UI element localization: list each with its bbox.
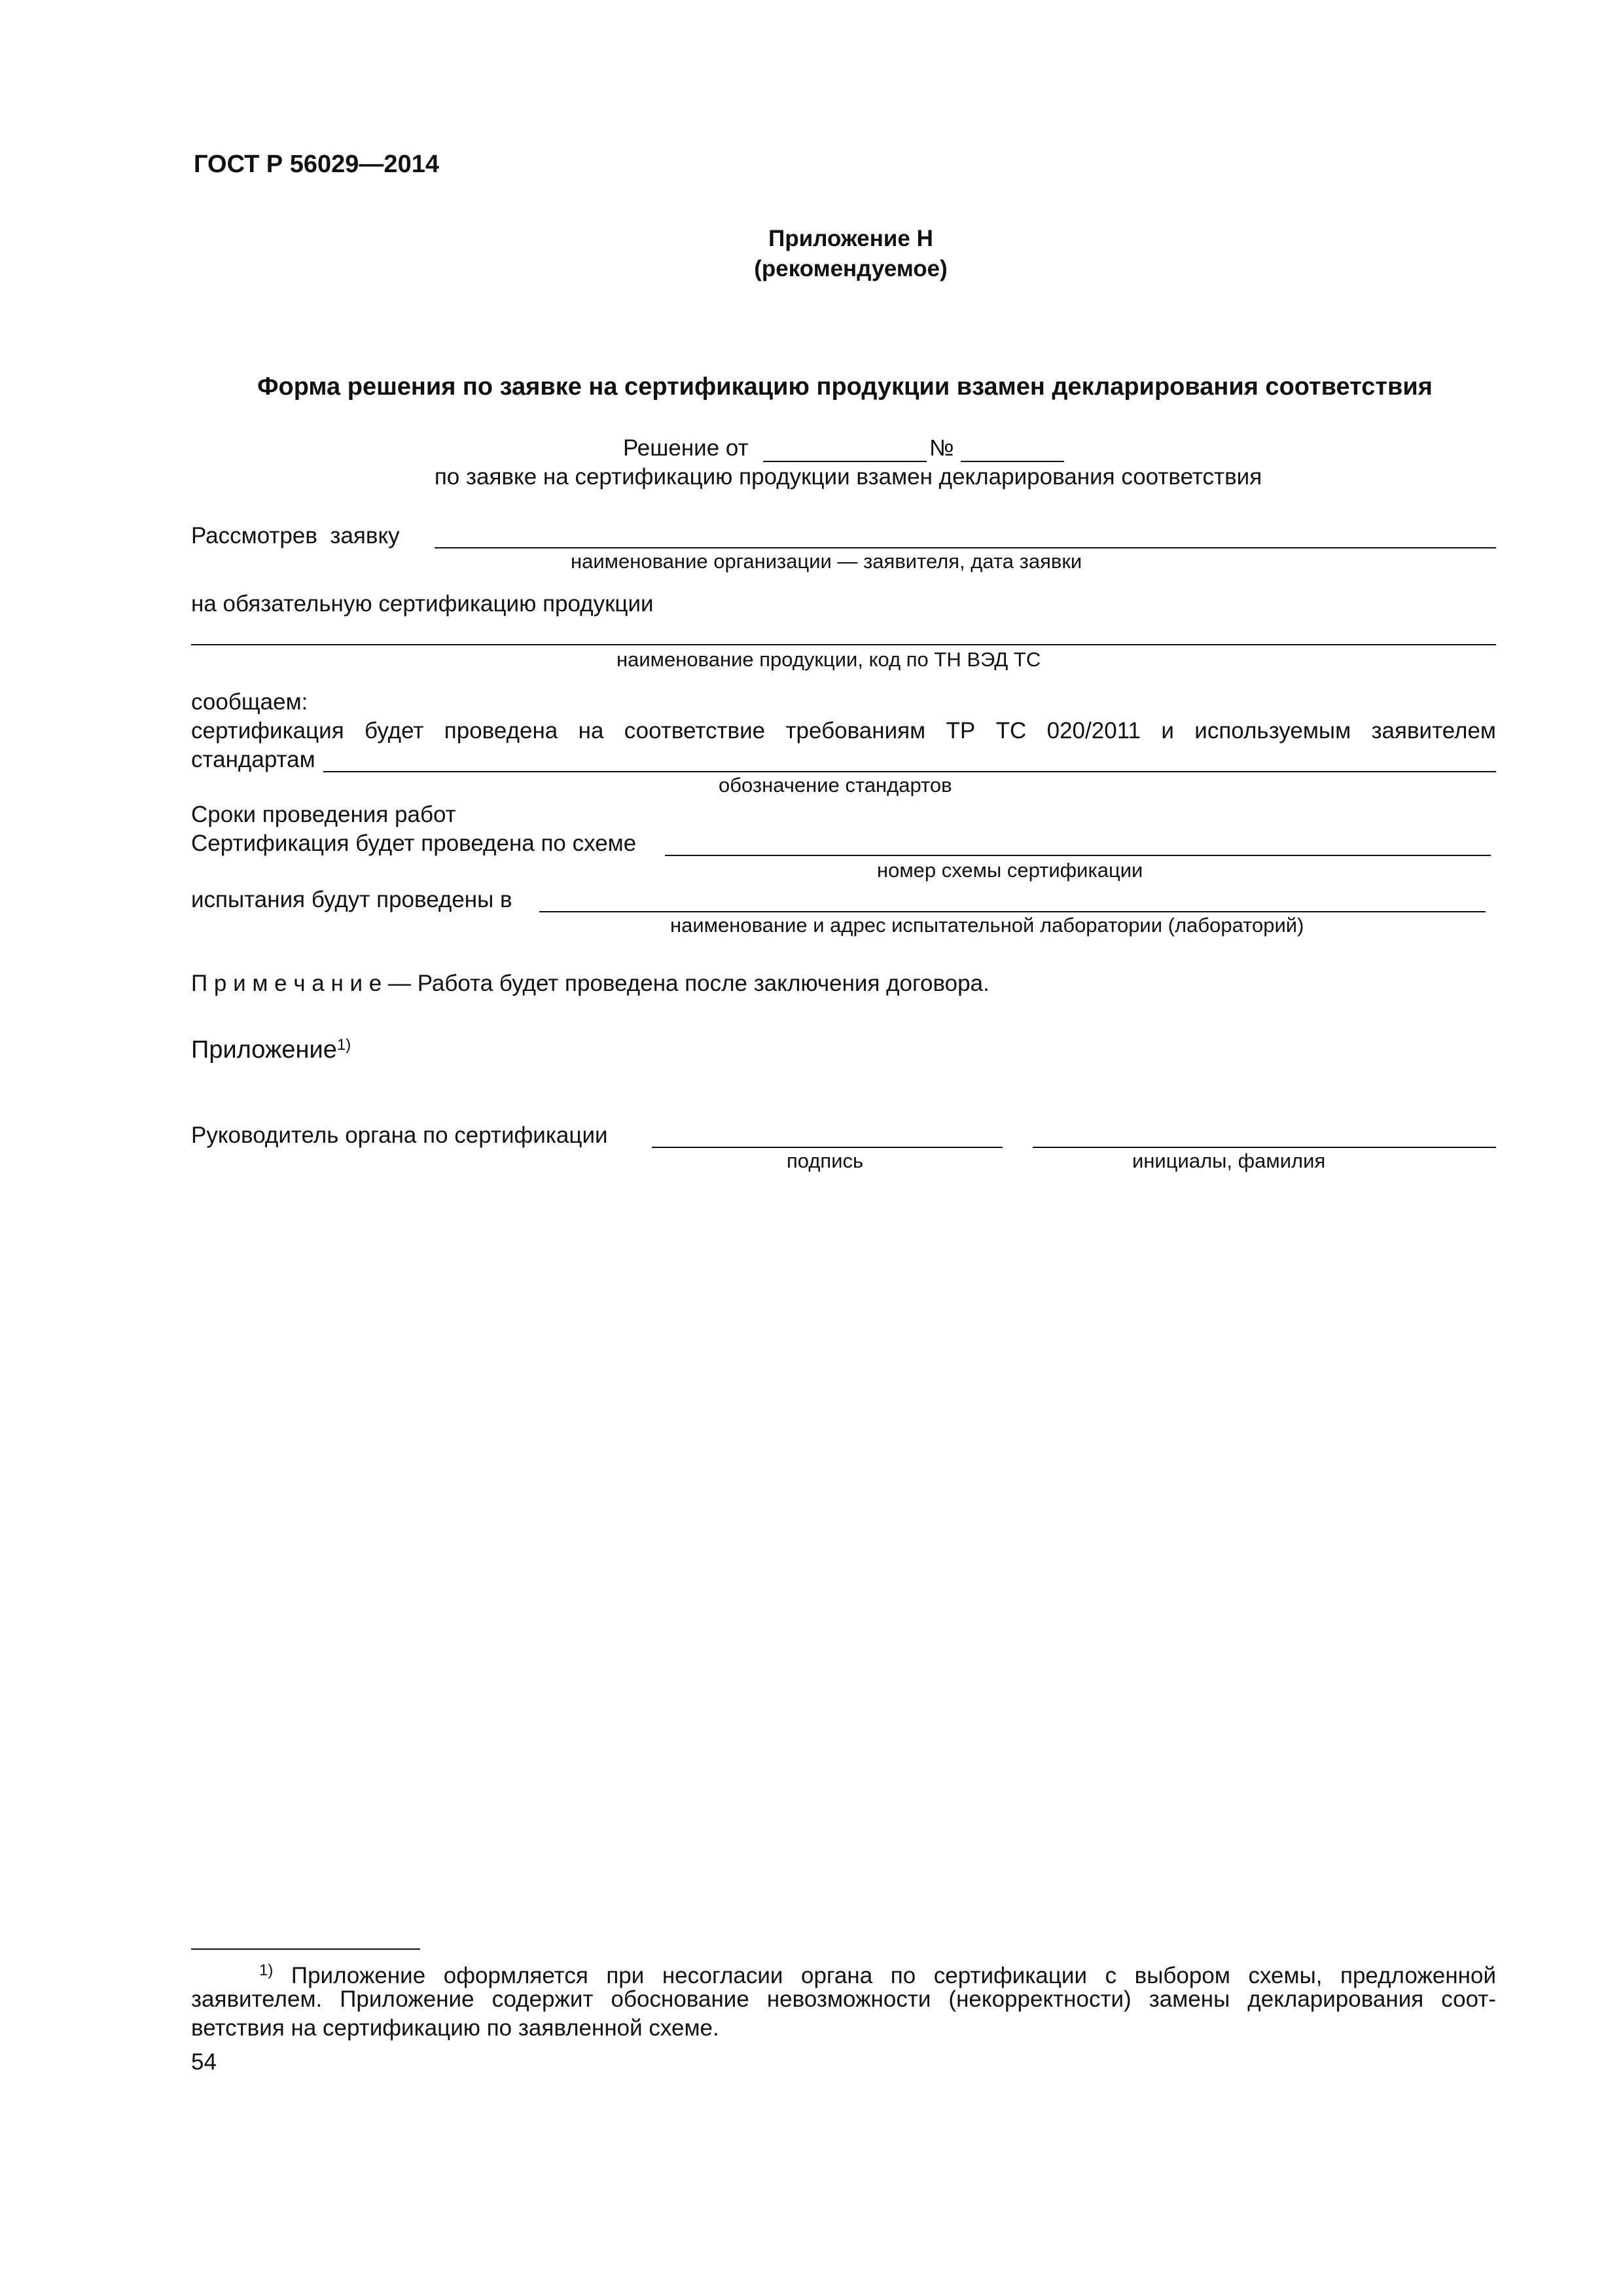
scheme-field[interactable]	[665, 855, 1491, 856]
applicant-field[interactable]	[435, 547, 1496, 548]
signature-field[interactable]	[652, 1147, 1003, 1148]
form-title: Форма решения по заявке на сертификацию продукции взамен декларирования соответствия	[257, 373, 1433, 401]
appendix-title: Приложение Н	[768, 226, 933, 251]
product-caption: наименование продукции, код по ТН ВЭД ТС	[616, 648, 1041, 671]
terms-label: Сроки проведения работ	[191, 802, 456, 827]
laboratory-field[interactable]	[539, 911, 1486, 912]
scheme-label: Сертификация будет проведена по схеме	[191, 831, 637, 856]
note	[191, 970, 990, 997]
attachment	[191, 1030, 351, 1065]
tests-label: испытания будут проведены в	[191, 887, 512, 912]
product-field[interactable]	[191, 644, 1496, 645]
attachment-footnote-ref: 1)	[336, 1036, 351, 1054]
note-text: — Работа будет проведена после заключения договора.	[382, 971, 990, 996]
mandatory-cert-label: на обязательную сертификацию продукции	[191, 591, 654, 617]
decision-subtitle: по заявке на сертификацию продукции взамен декларирования соответствия	[434, 464, 1262, 490]
applicant-caption: наименование организации — заявителя, дата заявки	[571, 550, 1082, 573]
note-label: П р и м е ч а н и е	[191, 971, 382, 996]
laboratory-caption: наименование и адрес испытательной лаборатории (лабораторий)	[670, 914, 1304, 937]
number-label: №	[929, 435, 954, 461]
decision-number-field[interactable]	[961, 461, 1064, 462]
standards-label: стандартам	[191, 747, 315, 772]
standard-code: ГОСТ Р 56029—2014	[194, 151, 439, 178]
page-number: 54	[191, 2049, 217, 2075]
name-field[interactable]	[1033, 1147, 1496, 1148]
standards-field[interactable]	[323, 771, 1496, 772]
name-caption: инициалы, фамилия	[1132, 1149, 1326, 1172]
appendix-status: (рекомендуемое)	[754, 256, 948, 281]
scheme-caption: номер схемы сертификации	[877, 859, 1143, 882]
signature-caption: подпись	[787, 1149, 864, 1172]
inform-label: сообщаем:	[191, 689, 308, 715]
considered-label: Рассмотрев заявку	[191, 523, 400, 548]
cert-requirements-text: сертификация будет проведена на соответствие требованиям ТР ТС 020/2011 и используемым заявителем	[191, 718, 1496, 744]
footnote-line-3: ветствия на сертификацию по заявленной схеме.	[191, 2015, 719, 2041]
decision-date-field[interactable]	[763, 461, 927, 462]
standards-caption: обозначение стандартов	[719, 774, 952, 797]
head-label: Руководитель органа по сертификации	[191, 1122, 608, 1148]
decision-label: Решение от	[623, 435, 749, 461]
footnote-separator	[191, 1948, 420, 1950]
footnote-marker: 1)	[259, 1962, 274, 1979]
footnote-line-1: $^{1)}$ Приложение оформляется при несогласии органа по сертификации с выбором схемы, предложенной	[259, 1962, 1496, 1988]
attachment-label: Приложение	[191, 1036, 337, 1064]
footnote-line-2: заявителем. Приложение содержит обоснование невозможности (некорректности) замены декларирования соот-	[191, 1986, 1496, 2012]
